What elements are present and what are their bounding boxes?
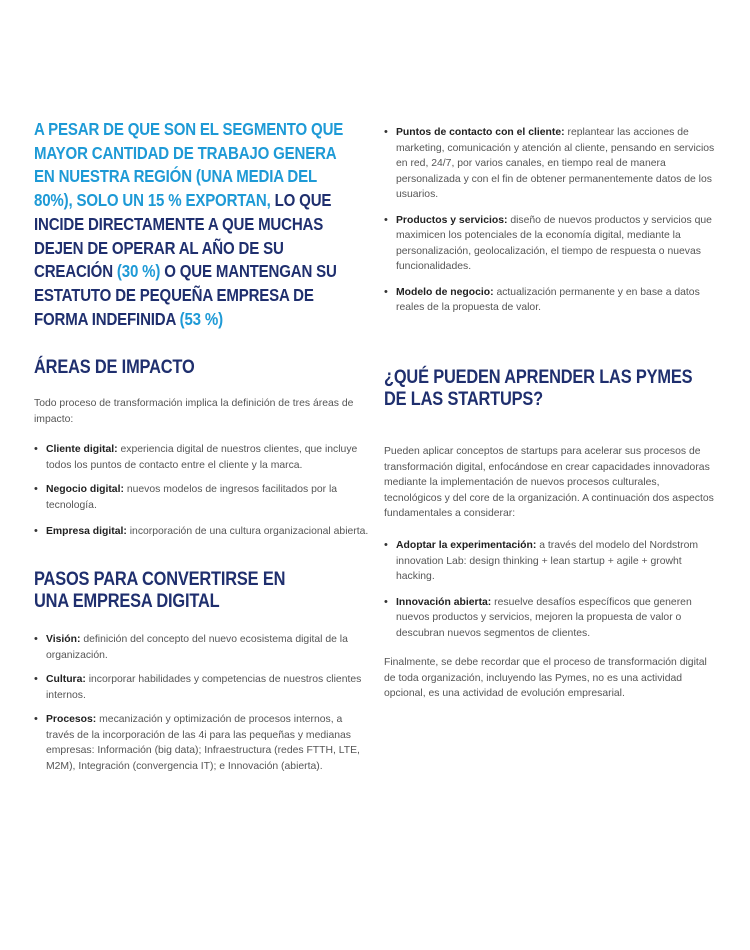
list-item-text: a través del modelo del Nordstrom innovation Lab: design thinking + lean startup + agile + growht hacking.: [396, 540, 699, 582]
list-item-text: nuevos modelos de ingresos facilitados por la tecnología.: [46, 484, 338, 511]
list-item-text: replantear las acciones de marketing, comunicación y atención al cliente, pensando en servicios en red, 24/7, por varios canales, en tiempo real de manera personalizada y con el fin de obtener permanentemente datos de los usuarios.: [396, 127, 715, 200]
pasos-list: [34, 632, 370, 774]
list-item-term: Adoptar la experimentación:: [396, 540, 537, 551]
pull-quote-part-1: A PESAR DE QUE SON EL SEGMENTO QUE MAYOR CANTIDAD DE TRABAJO GENERA EN NUESTRA REGIÓN (UNA MEDIA DEL 80%), SOLO UN 15 % EXPORTAN,: [34, 119, 344, 211]
areas-heading: ÁREAS DE IMPACTO: [34, 356, 195, 378]
pull-quote: [34, 118, 354, 331]
list-item-text: definición del concepto del nuevo ecosistema digital de la organización.: [46, 634, 348, 661]
pull-quote-part-2: LO QUE INCIDE DIRECTAMENTE A QUE MUCHAS DEJEN DE OPERAR AL AÑO DE SU CREACIÓN: [34, 190, 332, 282]
list-item-text: experiencia digital de nuestros clientes, que incluye todos los puntos de contacto entre el cliente y la marca.: [46, 444, 358, 471]
list-item-term: Puntos de contacto con el cliente:: [396, 127, 565, 138]
list-item-term: Innovación abierta:: [396, 596, 492, 608]
list-item-text: diseño de nuevos productos y servicios que maximicen los potenciales de la economía digital, mediante la personalización, geolocalización, el tiempo de respuesta o nuevas funcionalidades.: [396, 214, 712, 272]
list-item-text: mecanización y optimización de procesos internos, a través de la incorporación de las 4i para las pequeñas y medianas empresas: Información (big data); Infraestructura (redes FTTH, LTE, M2M), Integración (convergencia IT); e Innovación (abierta).: [46, 714, 360, 772]
list-item-text: resuelve desafíos específicos que generen nuevos productos y servicios, mejoren la propuesta de valor o descubran nuevos segmentos de clientes.: [396, 596, 692, 639]
list-item-text: incorporar habilidades y competencias de nuestros clientes internos.: [46, 674, 362, 701]
closing-paragraph: Finalmente, se debe recordar que el proceso de transformación digital de toda organización, incluyendo las Pymes, no es una actividad opcional, es una actividad de evolución empresarial.: [384, 657, 707, 699]
list-item-text: actualización permanente y en base a datos reales de la propuesta de valor.: [396, 286, 700, 313]
startups-intro: Pueden aplicar conceptos de startups para acelerar sus procesos de transformación digital, enfocándose en crear capacidades innovadoras mediante la implementación de nuevos procesos culturales, tecnológicos y del core de la organización. A continuación dos aspectos fundamentales a considerar:: [384, 446, 714, 519]
list-item: [384, 285, 720, 316]
list-item-term: Productos y servicios:: [396, 214, 508, 226]
pasos-heading: PASOS PARA CONVERTIRSE EN UNA EMPRESA DIGITAL: [34, 568, 286, 612]
list-item-term: Negocio digital:: [46, 484, 124, 495]
list-item: [34, 672, 370, 703]
startups-heading: ¿QUÉ PUEDEN APRENDER LAS PYMES DE LAS STARTUPS?: [384, 366, 693, 410]
touchpoints-list: [384, 125, 720, 316]
list-item: [384, 213, 720, 275]
list-item: [384, 125, 720, 203]
list-item: [384, 538, 720, 585]
pull-quote-part-5: (53 %): [175, 308, 223, 329]
list-item: [34, 712, 370, 774]
list-item-term: Cliente digital:: [46, 444, 118, 455]
list-item-term: Modelo de negocio:: [396, 286, 494, 298]
list-item: [34, 482, 370, 513]
list-item-term: Visión:: [46, 634, 81, 645]
list-item: [34, 442, 370, 473]
pull-quote-part-3: (30 %): [112, 261, 161, 282]
areas-intro: Todo proceso de transformación implica la definición de tres áreas de impacto:: [34, 398, 354, 425]
pull-quote-part-4: O QUE MANTENGAN SU ESTATUTO DE PEQUEÑA EMPRESA DE FORMA INDEFINIDA: [34, 261, 337, 329]
startups-list: [384, 538, 720, 641]
list-item-term: Cultura:: [46, 674, 86, 685]
list-item: [34, 632, 370, 663]
list-item: [384, 595, 720, 642]
list-item-term: Empresa digital:: [46, 526, 127, 537]
list-item-term: Procesos:: [46, 714, 97, 725]
list-item: [34, 522, 370, 541]
areas-list: [34, 442, 370, 541]
list-item-text: incorporación de una cultura organizacional abierta.: [126, 526, 369, 537]
